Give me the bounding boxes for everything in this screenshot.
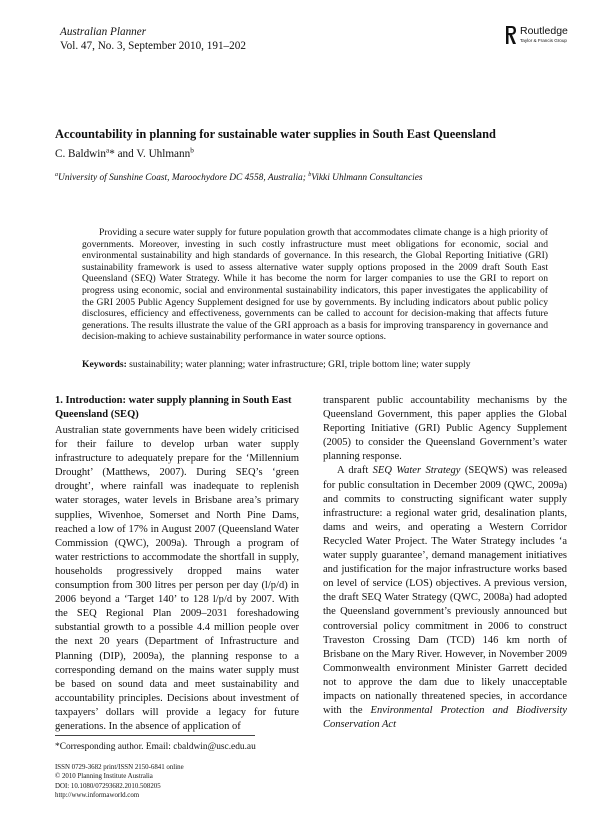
publisher-logo: [505, 25, 575, 47]
journal-header: [60, 25, 246, 53]
keywords: [82, 359, 552, 371]
body-paragraph: transparent public accountability mechanisms by the Queensland Government, this paper applies the Global Reporting Initiative (GRI) Public Agency Supplement (2005) to consider the Queensland Government’s water planning response.: [323, 395, 567, 463]
affiliation-mark: b: [190, 146, 194, 155]
keywords-list: sustainability; water planning; water infrastructure; GRI, triple bottom line; water supply: [126, 359, 471, 370]
routledge-r-icon: [505, 25, 517, 45]
footnote-divider: [55, 735, 255, 736]
keywords-label: Keywords:: [82, 359, 127, 370]
body-italic: Environmental Protection and Biodiversity Conservation Act: [323, 705, 568, 731]
author-name: C. Baldwin: [55, 148, 106, 160]
body-text: A draft: [337, 465, 373, 477]
publisher-url[interactable]: http://www.informaworld.com: [55, 792, 140, 800]
section-heading: 1. Introduction: water supply planning in South East Queensland (SEQ): [55, 395, 292, 420]
affiliation-mark: a: [105, 146, 110, 155]
author-conjunction: and: [114, 148, 137, 160]
affiliation-mark: a: [55, 171, 59, 178]
issn: ISSN 0729-3682 print/ISSN 2150-6841 online: [55, 764, 184, 771]
abstract-text: Providing a secure water supply for future population growth that accommodates climate change is a high priority of governments. Moreover, investing in such costly infrastructure must meet obligations for economic, social and environmental sustainability and high standards of governance. In this research, the Global Reporting Initiative (GRI) sustainability framework is used to assess alternative water supply options proposed in the 2009 draft South East Queensland (SEQ) Water Strategy. While it has become the norm for larger companies to use the GRI to report on progress using economic, social and environmental sustainability indicators, this paper investigates the applicability of the GRI 2005 Public Agency Supplement designed for use by governments. By including indicators about public policy disclosures, efficiency and effectiveness, governments can be called to account for decision-making that affects future generations. The results illustrate the value of the GRI approach as a basis for improving transparency in governance and decision-making to achieve sustainability performance in water source options.: [82, 227, 548, 343]
left-column: [55, 394, 299, 734]
affiliation-a: University of Sunshine Coast, Maroochydore DC 4558, Australia;: [58, 173, 309, 183]
journal-name: Australian Planner: [60, 26, 147, 38]
affiliation-b: Vikki Uhlmann Consultancies: [311, 173, 423, 183]
doi: DOI: 10.1080/07293682.2010.508205: [55, 782, 161, 790]
author-line: [55, 147, 194, 161]
affiliation-mark: b: [308, 171, 312, 178]
volume-info: Vol. 47, No. 3, September 2010, 191–202: [60, 40, 246, 52]
body-text: (SEQWS) was released for public consultation in December 2009 (QWC, 2009a) and commits to constructing significant water supply infrastructure: a regional water grid, desalination plants, dams and weirs, and operating a Western Corridor Recycled Water Project. The Water Strategy includes ‘a water supply guarantee’, demand management initiatives and justification for the major infrastructure works based on level of service (LOS) objectives. A previous version, the draft SEQ Water Strategy (QWC, 2008a) had adopted the Queensland government’s previously announced but controversial policy commitment in 2006 to construct Traveston Crossing Dam (TCD) 146 km north of Brisbane on the Mary River. However, in November 2009 Commonwealth environment Minister Garrett decided not to approve the dam due to likely unacceptable impacts on nationally threatened species, in accordance with the: [323, 465, 568, 717]
corresponding-mark: *: [109, 148, 115, 160]
corresponding-author-footnote: *Corresponding author. Email: cbaldwin@usc.edu.au: [55, 742, 256, 752]
publisher-name: Routledge: [520, 25, 568, 37]
body-italic: SEQ Water Strategy: [372, 465, 461, 477]
publisher-tagline: Taylor & Francis Group: [520, 38, 567, 43]
abstract: [82, 227, 548, 343]
author-name: V. Uhlmann: [136, 148, 191, 160]
affiliations: [55, 172, 423, 184]
right-column: [323, 394, 567, 732]
body-paragraph: [323, 464, 567, 732]
copyright: © 2010 Planning Institute Australia: [55, 773, 153, 781]
body-paragraph: Australian state governments have been widely criticised for their failure to develop urban water supply infrastructure to adequately prepare for the ‘Millennium Drought’ (Matthews, 2007). During SEQ’s ‘green drought’, where rainfall was inadequate to replenish water storages, water levels in Brisbane area’s primary supplies, Wivenhoe, Somerset and North Pine Dams, reached a low of 17% in August 2007 (Queensland Water Commission (QWC), 2009a). Through a program of water restrictions to accommodate the shortfall in supply, households progressively dropped mains water consumption from 300 litres per person per day (l/p/d) in 2006 beyond a ‘Target 140’ to 128 l/p/d by 2007. With the SEQ Regional Plan 2009–2031 foreshadowing substantial growth to a possible 4.4 million people over the next 20 years (Department of Infrastructure and Planning (DIP), 2009a), the planning response to a corresponding demand on the mains water supply must be based on sound data and meet sustainability and accountability principles. Decisions about investment of taxpayers’ dollars will provide a legacy for future generations. In the absence of application of: [55, 425, 299, 732]
article-title: Accountability in planning for sustainable water supplies in South East Queensland: [55, 127, 496, 141]
imprint: [55, 763, 184, 801]
